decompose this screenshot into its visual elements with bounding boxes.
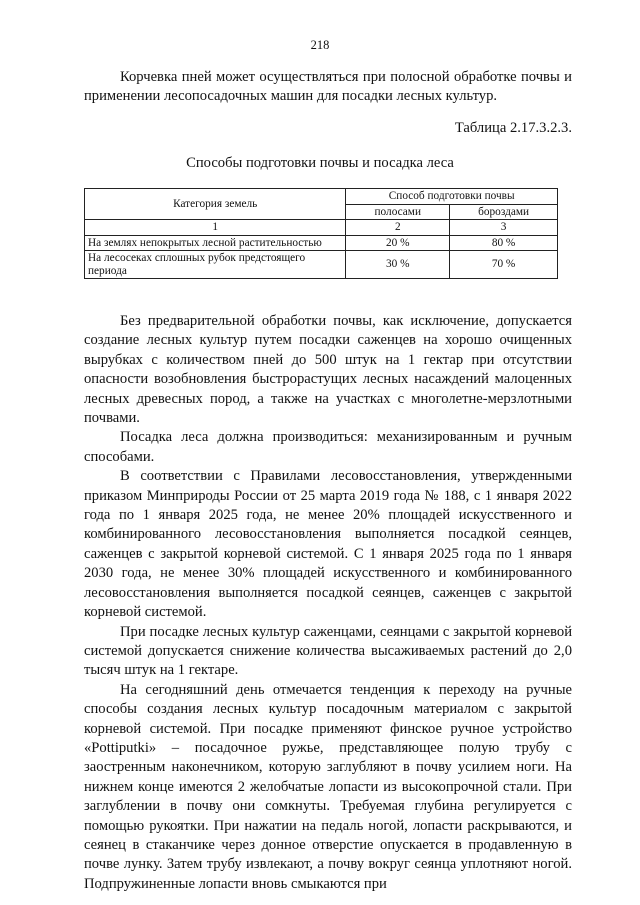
header-method-group: Способ подготовки почвы (346, 189, 558, 205)
header-category: Категория земель (85, 189, 346, 220)
intro-paragraph: Корчевка пней может осуществляться при полосной обработке почвы и применении лесопосадочных машин для посадки лесных культур. (84, 69, 572, 105)
column-number: 3 (450, 220, 558, 236)
column-number: 1 (85, 220, 346, 236)
intro-block (84, 68, 572, 107)
paragraph: При посадке лесных культур саженцами, сеянцами с закрытой корневой системой допускается снижение количества высаживаемых растений до 2,0 тысяч штук на 1 гектаре. (84, 623, 572, 679)
table-number: Таблица 2.17.3.2.3. (454, 120, 572, 136)
main-text-block (84, 312, 572, 894)
table-title: Способы подготовки почвы и посадка леса (186, 155, 454, 171)
page-number: 218 (310, 38, 330, 52)
column-number: 2 (346, 220, 450, 236)
header-strips: полосами (346, 204, 450, 220)
row-furrows-value: 70 % (450, 251, 558, 279)
paragraph: В соответствии с Правилами лесовосстановления, утвержденными приказом Минприроды России от 25 марта 2019 года № 188, с 1 января 2022 года по 1 января 2025 года, не менее 20% площадей искусственного и комбинированного лесовосстановления выполняется посадкой сеянцев, саженцев с закрытой корневой системой. С 1 января 2025 года по 1 января 2030 года, не менее 30% площадей искусственного и комбинированного лесовосстановления выполняется посадкой сеянцев, саженцев с закрытой корневой системой. (84, 468, 572, 621)
table-row (85, 235, 558, 251)
paragraph: Посадка леса должна производиться: механизированным и ручным способами. (84, 429, 572, 465)
row-strips-value: 30 % (346, 251, 450, 279)
table-header-row (85, 189, 558, 205)
row-category: На землях непокрытых лесной растительностью (85, 235, 346, 251)
row-furrows-value: 80 % (450, 235, 558, 251)
table-row (85, 251, 558, 279)
row-category: На лесосеках сплошных рубок предстоящего периода (85, 251, 346, 279)
table-column-numbers-row (85, 220, 558, 236)
row-strips-value: 20 % (346, 235, 450, 251)
soil-preparation-table (84, 188, 558, 279)
paragraph: На сегодняшний день отмечается тенденция к переходу на ручные способы создания лесных культур посадочным материалом с закрытой корневой системой. При посадке применяют финское ручное устройство «Pottiputki» – посадочное ружье, представляющее полую трубу с заостренным наконечником, которую заглубляют в почву усилием ноги. На нижнем конце имеются 2 желобчатые лопасти из высокопрочной стали. При заглублении в почву они сомкнуты. Требуемая глубина регулируется с помощью рукоятки. При нажатии на педаль ногой, лопасти раскрываются, и сеянец в стаканчике через донное отверстие опускается в продавленную в почве лунку. Затем трубу извлекают, а почву вокруг сеянца уплотняют ногой. Подпружиненные лопасти вновь смыкаются при (84, 681, 572, 892)
header-furrows: бороздами (450, 204, 558, 220)
paragraph: Без предварительной обработки почвы, как исключение, допускается создание лесных культур путем посадки саженцев на хорошо очищенных вырубках с количеством пней до 500 штук на 1 гектар при отсутствии опасности возобновления быстрорастущих лесных насаждений малоценных лесных древесных пород, а также на участках с многолетне-мерзлотными почвами. (84, 313, 572, 427)
